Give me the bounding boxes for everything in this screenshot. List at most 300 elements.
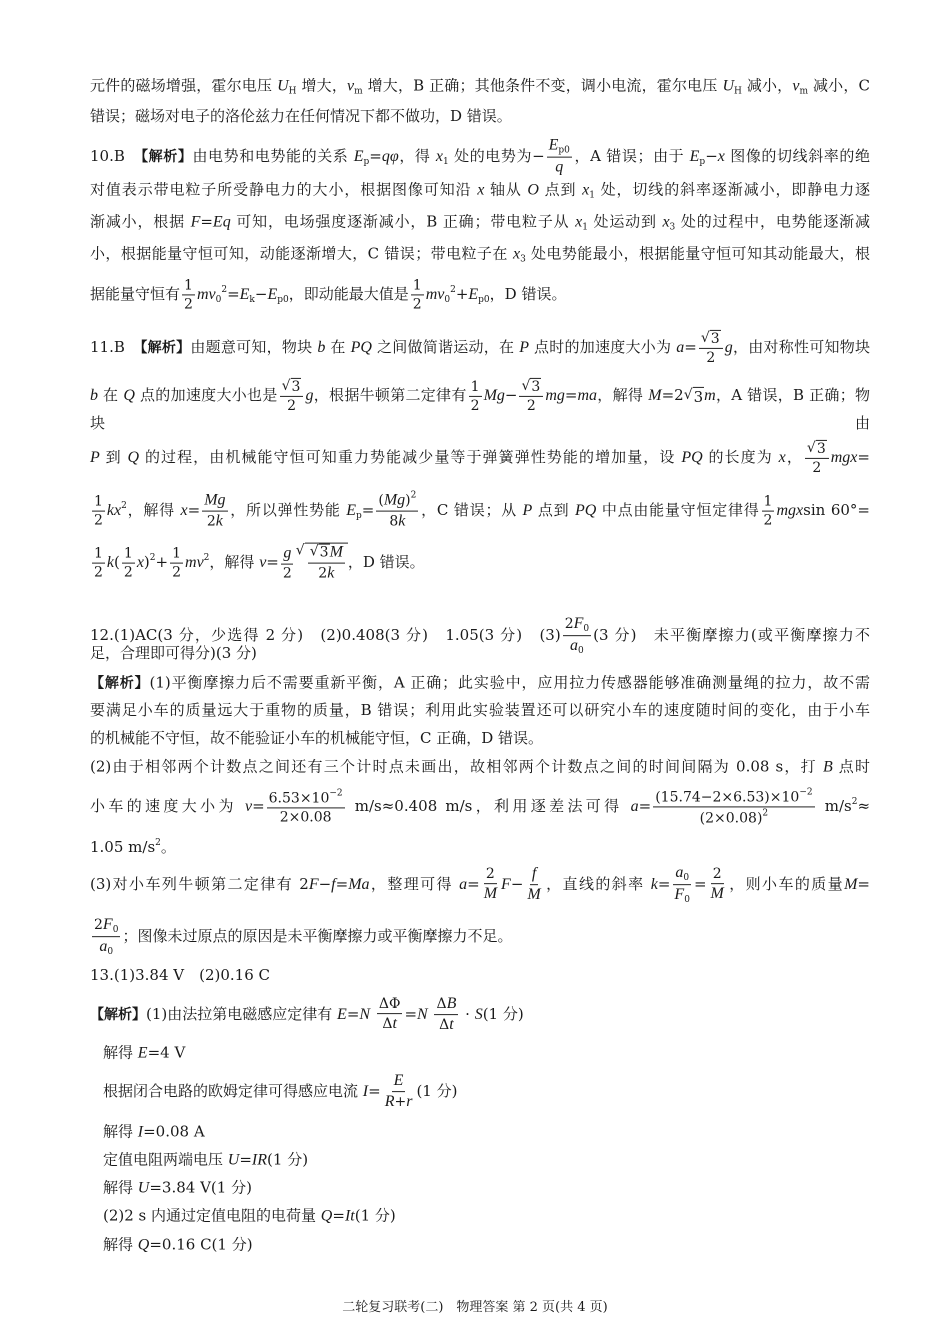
text-line [103,1122,870,1141]
denominator [437,1016,456,1035]
text-run: 2 [94,564,103,581]
text-run: 点时 [832,757,870,776]
text-run: 到 [99,448,128,466]
math-variable: x [512,245,521,263]
math-variable: N [359,1006,371,1023]
text-run: 足，合理即可得分)(3 分) [90,644,257,662]
text-run: 处运动到 [587,212,663,231]
superscript: 2 [155,838,161,848]
text-run: = [239,1150,252,1169]
denominator [383,1093,415,1112]
math-variable: E [239,286,250,303]
numerator [376,491,418,512]
text-run: = [684,338,697,356]
analysis-label: 【解析】 [90,675,150,692]
subscript: 1 [589,190,595,201]
radicand [305,543,348,584]
text-run: = [693,875,707,893]
text-run: 之间做简谐运动，在 [371,338,520,356]
text-run: 轴从 [484,180,528,199]
denominator [380,1014,399,1033]
text-run: + [155,553,169,571]
math-variable: PQ [574,502,597,519]
math-variable: E [137,1044,148,1062]
math-variable: x [136,554,144,571]
fraction [525,865,542,905]
math-variable: v [244,798,253,815]
subscript: 3 [520,254,526,265]
text-run: 1 [470,378,480,395]
math-variable: F [308,876,319,893]
math-variable: a [99,938,108,956]
math-variable: ma [577,387,598,404]
text-run: 点时的加速度大小为 [529,338,677,356]
text-line [90,757,870,776]
numerator [92,916,120,937]
text-run: 的长度为 [702,448,779,466]
text-run: 的过程，由机械能守恒可知重力势能减少量等于弹簧弹性势能的增加量，设 [139,448,682,466]
subscript: 0 [578,646,584,657]
numerator [547,137,572,158]
math-variable: Mg [204,491,226,509]
text-run: 处的电势为− [448,146,545,165]
text-line [90,107,870,125]
math-variable: Eq [212,213,231,231]
subscript: m [799,86,809,97]
text-line [90,543,870,584]
text-line [90,137,870,178]
square-root [684,387,704,406]
fraction [653,787,814,826]
math-variable: S [474,1006,483,1023]
text-line [90,644,870,662]
math-variable: IR [251,1151,268,1169]
text-line [103,1235,870,1254]
page-footer: 二轮复习联考(二) 物理答案 第 2 页(共 4 页) [342,1300,608,1315]
text-run: ，解得 [597,386,649,404]
text-run: 2 [94,512,103,529]
text-run [428,1005,433,1023]
text-run: 2 [470,397,480,414]
radicand [710,330,721,347]
text-run: ，所以弹性势能 [229,501,347,519]
text-line [90,245,870,266]
text-run: = [657,875,671,893]
text-run: 2 [485,866,495,883]
text-line [90,213,870,234]
text-run: 增大，B 正确；其他条件不变，调小电流，霍尔电压 [362,76,723,95]
square-root [310,544,330,561]
denominator [182,296,195,313]
square-root [701,330,721,347]
text-run: ，A 错误；由于 [573,146,690,165]
text-run: 小车的速度大小为 [90,797,245,815]
text-run: sin 60°= [803,501,870,519]
text-run: 1 [94,545,103,562]
square-root [296,543,348,584]
denominator [316,564,336,583]
text-run: − [504,386,518,404]
math-variable: a [570,637,579,655]
math-variable: a [630,798,639,815]
fraction [469,378,482,413]
math-variable: Mg [483,387,505,404]
math-variable: k [106,554,115,571]
math-variable: x [180,502,188,519]
text-run: 根据闭合电路的欧姆定律可得感应电流 [103,1082,363,1100]
subscript: 0 [684,895,690,906]
denominator [525,886,542,905]
subscript: 0 [215,295,222,305]
text-run: 解得 [103,1235,138,1254]
text-run: 点到 [538,180,583,199]
denominator [170,564,183,581]
text-run: 2 [812,460,822,476]
text-run: (3)对小车列牛顿第二定律有 2 [90,875,309,893]
fraction [170,545,183,580]
subscript: k [249,295,255,305]
math-variable: U [277,77,289,95]
text-run: 3 [816,440,826,457]
math-variable: Q [137,1236,150,1254]
text-run: =2 [661,386,684,404]
text-run: =3.84 V(1 分) [149,1178,252,1197]
text-run: 增大， [296,76,347,95]
math-variable: F [190,213,201,231]
text-run: 解得 [103,1178,138,1197]
numerator [122,545,135,563]
math-variable: U [722,77,735,95]
math-variable: F [501,876,511,893]
radical-sign-icon: √ [700,329,710,346]
math-variable: b [90,387,98,404]
math-variable: x [435,147,443,165]
subscript: 1 [443,156,449,167]
fraction [672,864,692,906]
text-run: (2)2 s 内通过定值电阻的电荷量 [103,1206,321,1225]
fraction [519,378,543,414]
text-run: = [404,1005,418,1023]
subscript: p [356,511,362,521]
numerator [434,995,458,1015]
text-run: 图像的切线斜率的绝 [724,146,870,165]
text-run: = [361,501,375,519]
text-run: · [460,1005,475,1023]
subscript: 0 [683,873,690,884]
denominator [97,938,115,958]
radical-sign-icon: √ [806,439,816,456]
numerator [762,493,775,511]
text-line [90,966,870,984]
text-line [103,1072,870,1112]
math-variable: t [449,1016,454,1034]
text-run: 2 [172,564,182,581]
text-run: 2 [526,398,536,414]
superscript: −2 [329,788,343,799]
math-variable: g [305,387,314,404]
text-run: 2 [564,616,574,633]
math-variable: U [137,1179,150,1197]
text-run: 2 [763,512,773,529]
text-run: ≈ [857,797,871,815]
numerator [280,378,304,397]
math-variable: v [259,554,267,571]
superscript: 2 [410,490,417,501]
math-variable: B [822,758,833,776]
text-run: 2×0.08 [279,809,332,826]
text-line [90,674,870,693]
text-run: (1)平衡摩擦力后不需要重新平衡，A 正确；此实验中，应用拉力传感器能够准确测量绳的拉力，故不需 [149,673,870,692]
math-variable: E [548,136,559,154]
text-line [90,277,870,312]
math-variable: M [483,885,498,903]
text-run: 3 [291,378,301,395]
denominator [525,397,538,414]
text-run: 由题意可知，物块 [190,338,318,356]
math-variable: v [792,77,800,95]
math-variable: f [331,876,336,893]
radicand [693,387,705,406]
numerator [392,1072,406,1092]
math-variable: mv [425,286,445,303]
text-line [90,838,870,856]
numerator [267,788,345,808]
text-run: Δ [436,996,447,1013]
text-run: 1 [94,493,103,510]
text-run: 可知，电场强度逐渐减小，B 正确；带电粒子从 [230,212,576,231]
math-variable: a [459,876,468,893]
text-run: = [857,875,870,893]
text-line [90,729,870,747]
radical-sign-icon: √ [295,542,305,559]
text-run: (1 分) [267,1150,309,1169]
superscript: 2 [203,553,210,563]
text-run: 2 [712,866,722,883]
text-run: 在 [325,338,351,356]
text-run: 10.B [90,146,142,165]
subscript: H [734,86,742,97]
subscript: 0 [112,925,119,936]
text-run: 1.05 m/s [90,838,156,856]
analysis-label: 【解析】 [141,148,193,165]
text-run: 2 [94,917,103,934]
math-variable: x [717,147,725,165]
text-run: − [254,285,268,303]
superscript: 2 [121,501,127,511]
text-run: 2 [282,565,292,582]
denominator [205,512,225,531]
text-run: 减小， [741,76,793,95]
numerator [281,544,293,564]
math-variable: q [555,158,564,176]
text-run: 减小，C [808,76,870,95]
math-variable: PQ [350,339,372,356]
text-run: = [467,875,480,893]
subscript: 1 [582,222,588,233]
text-run: m/s [816,797,852,815]
text-run: 12.(1)AC(3 分，少选得 2 分) (2)0.408(3 分) 1.05(3 分) (3) [90,626,561,644]
text-line [90,77,870,98]
radical-sign-icon: √ [683,386,693,403]
text-run: 1 [172,545,182,562]
text-run: = [200,212,213,231]
text-run: 点的加速度大小也是 [134,386,278,404]
text-run: ( [114,553,120,571]
fraction [280,378,304,414]
subscript: p0 [478,295,490,305]
text-run: 中点由能量守恒定律得 [596,501,760,519]
text-run: ( [378,492,384,509]
text-run: ) [405,492,411,509]
fraction [267,788,345,825]
denominator [387,512,407,531]
text-run: 的机械能不守恒，故不能验证小车的机械能守恒，C 正确，D 错误。 [90,729,544,747]
text-run: ，C 错误；从 [420,501,523,519]
text-run: 处电势能最小，根据能量守恒可知其动能最大，根 [525,244,870,263]
fraction [281,544,294,581]
denominator [810,459,823,476]
math-variable: g [724,339,733,356]
math-variable: E [393,1072,404,1090]
superscript: −2 [799,787,813,798]
math-variable: v [347,77,355,95]
text-line [90,701,870,719]
subscript: H [288,86,297,97]
math-variable: R [384,1093,395,1111]
math-variable: E [267,286,278,303]
superscript: 2 [762,808,769,819]
fraction [122,545,135,580]
text-run: 3 [710,330,720,347]
text-run: ，D 错误。 [489,285,567,303]
text-run: ，由对称性可知物块 [732,338,870,356]
text-line [90,864,870,906]
superscript: 2 [851,797,858,807]
math-variable: Q [320,1207,333,1225]
text-run: 13.(1)3.84 V (2)0.16 C [90,966,270,984]
denominator [122,564,135,581]
text-run: 2 [318,566,328,582]
text-run: 1 [763,493,773,510]
math-variable: I [137,1123,144,1141]
radicand [291,378,302,395]
math-variable: P [522,502,533,519]
text-run: − [510,875,524,893]
radicand [319,544,330,561]
numerator [469,378,482,396]
text-line [90,181,870,202]
math-variable: Q [123,387,135,404]
math-variable: M [527,886,541,904]
math-variable: mv [196,286,216,303]
math-variable: U [227,1151,240,1169]
subscript: 3 [669,222,676,233]
text-run: ，解得 [126,501,181,519]
text-run: 1 [123,545,133,562]
text-run: ，整理可得 [369,875,460,893]
text-run: 解得 [103,1122,138,1141]
math-variable: M [844,876,858,893]
math-variable: E [346,502,357,519]
math-variable: b [317,339,326,356]
text-run: Δ [439,1017,450,1034]
text-run: = [252,797,265,815]
text-run: 解得 [103,1043,138,1062]
subscript: p0 [558,145,570,156]
math-variable: k [398,513,406,530]
text-line [103,1178,870,1197]
text-run: 对值表示带电粒子所受静电力的大小，根据图像可知沿 [90,180,478,199]
math-variable: E [689,147,700,165]
subscript: 0 [444,295,451,305]
text-run: (2×0.08) [699,810,763,827]
text-run: ，得 [398,146,436,165]
text-run: − [705,146,718,165]
text-run: 元件的磁场增强，霍尔电压 [90,76,278,95]
text-run: 。 [160,838,176,856]
math-variable: qφ [381,147,399,165]
subscript: m [354,86,363,97]
math-variable: M [648,387,662,404]
text-run: ，即动能最大值是 [288,285,409,303]
radical-sign-icon: √ [521,377,531,394]
math-variable: B [446,995,457,1013]
text-run: (1)由法拉第电磁感应定律有 [146,1005,338,1023]
text-line [90,491,870,532]
radicand [816,440,827,457]
text-run: 小，根据能量守恒可知，动能逐渐增大，C 错误；带电粒子在 [90,244,513,263]
text-run: ，A 错误，B 正确；物块由 [90,386,870,433]
numerator [411,277,424,295]
math-variable: x [582,181,590,199]
fraction [482,866,499,903]
text-run: 渐减小，根据 [90,212,191,231]
superscript: 2 [149,553,156,563]
numerator [92,545,105,563]
text-run: (2)由于相邻两个计数点之间还有三个计时点未画出，故相邻两个计数点之间的时间间隔为 0.08 s，打 [90,757,823,776]
text-line [103,1043,870,1062]
fraction [202,491,227,531]
math-variable: M [710,885,724,903]
denominator [762,512,775,529]
text-run: 2 [184,296,193,313]
square-root [521,378,541,395]
analysis-label: 【解析】 [140,340,191,356]
text-run: = [227,285,240,303]
denominator [553,158,565,177]
text-run: ΔΦ [378,996,401,1013]
text-run: + [394,1094,407,1111]
denominator [469,397,482,414]
numerator [673,864,691,885]
numerator [308,544,345,564]
denominator [278,809,334,826]
text-run: 3 [319,545,329,562]
text-run: 3 [531,378,541,395]
subscript: p0 [277,295,289,305]
text-run: 2 [123,564,133,581]
subscript: 0 [583,624,590,635]
text-run: 错误；磁场对电子的洛伦兹力在任何情况下都不做功，D 错误。 [90,107,512,125]
fraction [383,1072,415,1112]
denominator [411,296,424,313]
radicand [530,378,541,395]
text-run: 据能量守恒有 [90,285,181,303]
math-variable: g [283,544,292,562]
text-run: 由电势和电势能的关系 [192,146,354,165]
math-variable: F [573,615,584,633]
fraction [92,545,105,580]
